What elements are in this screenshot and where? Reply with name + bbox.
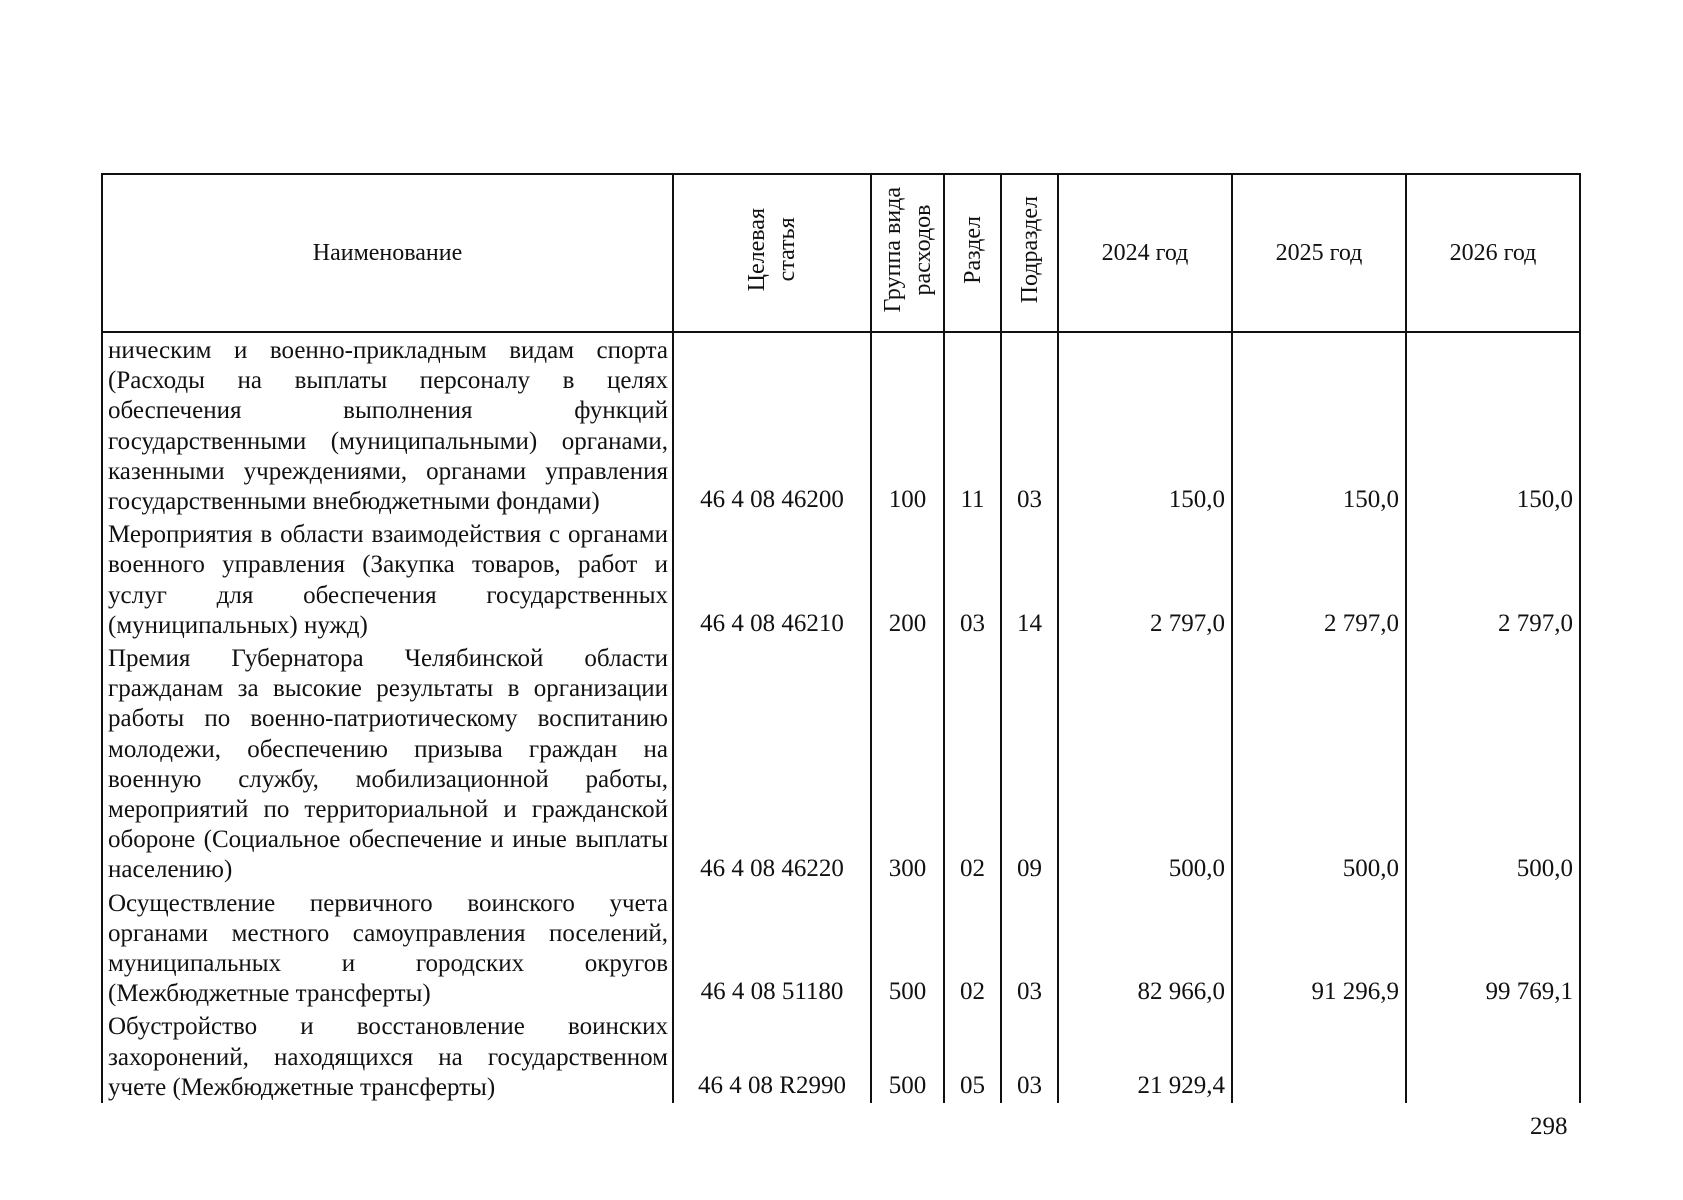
table-row bbox=[102, 641, 1580, 886]
page-number: 298 bbox=[1530, 1113, 1568, 1140]
row-value-2024: 150,0 bbox=[1058, 332, 1232, 517]
row-article: 46 4 08 46210 bbox=[673, 517, 871, 641]
header-article: Целевая статья bbox=[673, 174, 871, 332]
row-subsection: 03 bbox=[1001, 1009, 1058, 1103]
table-row bbox=[102, 886, 1580, 1010]
header-name: Наименование bbox=[102, 174, 673, 332]
row-value-2025: 500,0 bbox=[1232, 641, 1406, 886]
row-subsection: 03 bbox=[1001, 886, 1058, 1010]
row-value-2025: 150,0 bbox=[1232, 332, 1406, 517]
row-name: Мероприятия в области взаимодействия с органами военного управления (Закупка товаров, работ и услуг для обеспечения государственных (муниципальных) нужд) bbox=[102, 517, 673, 641]
header-year-2025: 2025 год bbox=[1232, 174, 1406, 332]
row-section: 11 bbox=[944, 332, 1001, 517]
table-header-row bbox=[102, 174, 1580, 332]
row-expense-group: 200 bbox=[871, 517, 944, 641]
row-section: 03 bbox=[944, 517, 1001, 641]
row-value-2025 bbox=[1232, 1009, 1406, 1103]
row-expense-group: 500 bbox=[871, 1009, 944, 1103]
table-row bbox=[102, 517, 1580, 641]
row-value-2026: 150,0 bbox=[1406, 332, 1580, 517]
row-section: 05 bbox=[944, 1009, 1001, 1103]
row-expense-group: 100 bbox=[871, 332, 944, 517]
row-subsection: 09 bbox=[1001, 641, 1058, 886]
row-value-2025: 2 797,0 bbox=[1232, 517, 1406, 641]
row-value-2024: 500,0 bbox=[1058, 641, 1232, 886]
row-section: 02 bbox=[944, 641, 1001, 886]
row-name: ническим и военно-прикладным видам спорта (Расходы на выплаты персоналу в целях обеспечения выполнения функций государственными (муниципальными) органами, казенными учреждениями, органами управления государственными внебюджетными фондами) bbox=[102, 332, 673, 517]
table-row bbox=[102, 1009, 1580, 1103]
row-name: Обустройство и восстановление воинских захоронений, находящихся на государственном учете (Межбюджетные трансферты) bbox=[102, 1009, 673, 1103]
row-value-2024: 21 929,4 bbox=[1058, 1009, 1232, 1103]
header-subsection: Подраздел bbox=[1001, 174, 1058, 332]
row-subsection: 03 bbox=[1001, 332, 1058, 517]
row-section: 02 bbox=[944, 886, 1001, 1010]
row-article: 46 4 08 51180 bbox=[673, 886, 871, 1010]
row-expense-group: 500 bbox=[871, 886, 944, 1010]
header-expense-group: Группа вида расходов bbox=[871, 174, 944, 332]
row-article: 46 4 08 46220 bbox=[673, 641, 871, 886]
row-name: Осуществление первичного воинского учета органами местного самоуправления поселений, муниципальных и городских округов (Межбюджетные трансферты) bbox=[102, 886, 673, 1010]
budget-table bbox=[101, 173, 1581, 1103]
row-value-2026: 2 797,0 bbox=[1406, 517, 1580, 641]
row-value-2024: 2 797,0 bbox=[1058, 517, 1232, 641]
row-value-2026: 99 769,1 bbox=[1406, 886, 1580, 1010]
row-article: 46 4 08 R2990 bbox=[673, 1009, 871, 1103]
header-section: Раздел bbox=[944, 174, 1001, 332]
row-value-2025: 91 296,9 bbox=[1232, 886, 1406, 1010]
row-expense-group: 300 bbox=[871, 641, 944, 886]
table-row bbox=[102, 332, 1580, 517]
header-year-2026: 2026 год bbox=[1406, 174, 1580, 332]
header-year-2024: 2024 год bbox=[1058, 174, 1232, 332]
row-value-2024: 82 966,0 bbox=[1058, 886, 1232, 1010]
row-name: Премия Губернатора Челябинской области гражданам за высокие результаты в организации работы по военно-патриотическому воспитанию молодежи, обеспечению призыва граждан на военную службу, мобилизационной работы, мероприятий по территориальной и гражданской обороне (Социальное обеспечение и иные выплаты населению) bbox=[102, 641, 673, 886]
row-value-2026: 500,0 bbox=[1406, 641, 1580, 886]
row-article: 46 4 08 46200 bbox=[673, 332, 871, 517]
row-value-2026 bbox=[1406, 1009, 1580, 1103]
row-subsection: 14 bbox=[1001, 517, 1058, 641]
